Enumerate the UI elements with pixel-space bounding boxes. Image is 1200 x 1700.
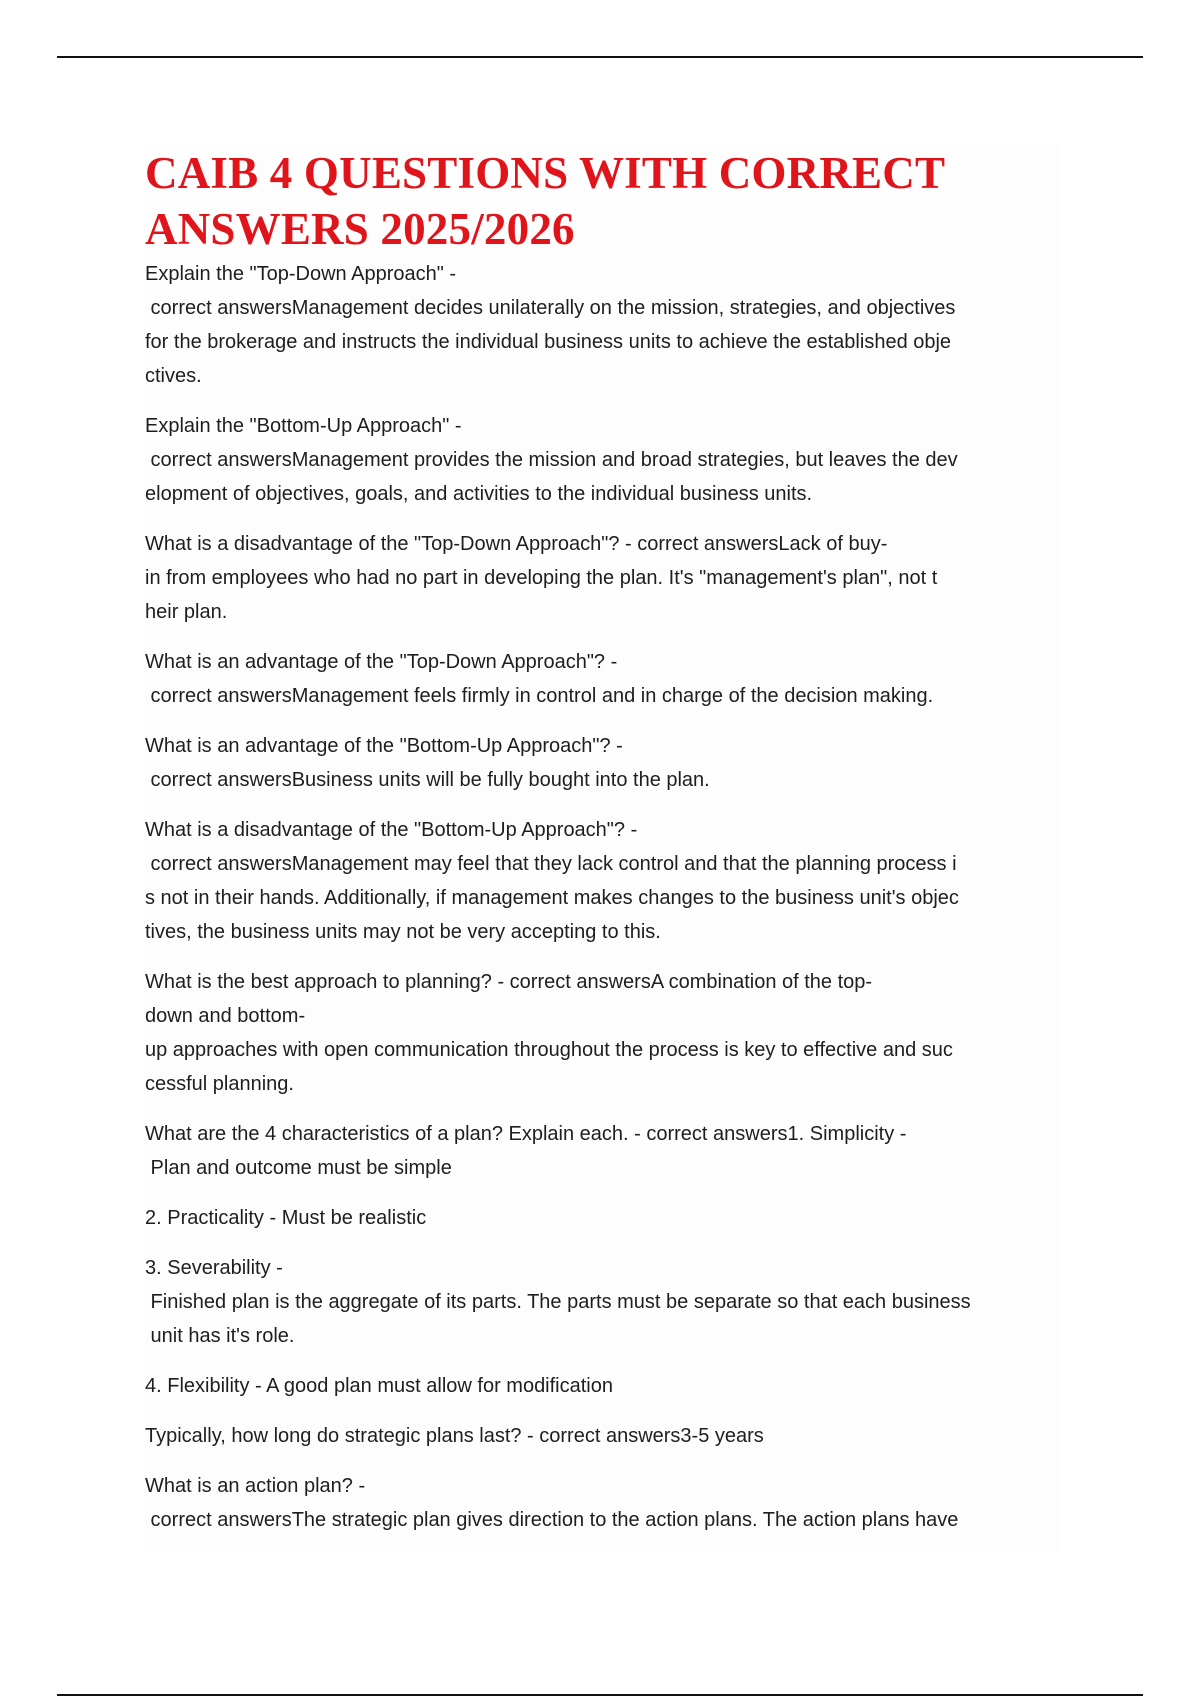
document-title	[145, 145, 1060, 257]
text-line: What is a disadvantage of the "Bottom-Up Approach"? -	[145, 819, 638, 841]
qa-paragraph	[145, 645, 1060, 713]
text-line: correct answersBusiness units will be fully bought into the plan.	[145, 769, 710, 791]
text-line: What are the 4 characteristics of a plan? Explain each. - correct answers1. Simplicity -	[145, 1123, 907, 1145]
text-line: down and bottom-	[145, 1005, 306, 1027]
text-line: correct answersManagement may feel that they lack control and that the planning process i	[145, 853, 957, 875]
text-line: heir plan.	[145, 601, 228, 623]
qa-paragraph	[145, 729, 1060, 797]
qa-paragraph	[145, 1419, 1060, 1453]
text-line: s not in their hands. Additionally, if management makes changes to the business unit's objec	[145, 887, 959, 909]
text-line: elopment of objectives, goals, and activities to the individual business units.	[145, 483, 813, 505]
text-line: correct answersManagement provides the mission and broad strategies, but leaves the dev	[145, 449, 958, 471]
document-page	[145, 145, 1060, 1553]
text-line: unit has it's role.	[145, 1325, 295, 1347]
text-line: for the brokerage and instructs the individual business units to achieve the established obje	[145, 331, 952, 353]
text-line: 4. Flexibility - A good plan must allow for modification	[145, 1375, 613, 1397]
text-line: ctives.	[145, 365, 202, 387]
footer-rule	[57, 1694, 1143, 1696]
qa-paragraph	[145, 1117, 1060, 1185]
text-line: correct answersManagement decides unilaterally on the mission, strategies, and objectives	[145, 297, 956, 319]
text-line: up approaches with open communication throughout the process is key to effective and suc	[145, 1039, 953, 1061]
qa-paragraph	[145, 257, 1060, 393]
title-line: ANSWERS 2025/2026	[145, 204, 575, 254]
text-line: 3. Severability -	[145, 1257, 283, 1279]
text-line: Explain the "Bottom-Up Approach" -	[145, 415, 462, 437]
text-line: cessful planning.	[145, 1073, 294, 1095]
text-line: in from employees who had no part in developing the plan. It's "management's plan", not t	[145, 567, 938, 589]
text-line: What is an advantage of the "Bottom-Up Approach"? -	[145, 735, 623, 757]
text-line: What is an action plan? -	[145, 1475, 366, 1497]
text-line: What is an advantage of the "Top-Down Approach"? -	[145, 651, 618, 673]
text-line: Finished plan is the aggregate of its parts. The parts must be separate so that each business	[145, 1291, 971, 1313]
qa-paragraph	[145, 1251, 1060, 1353]
qa-paragraph	[145, 813, 1060, 949]
text-line: Explain the "Top-Down Approach" -	[145, 263, 457, 285]
header-rule	[57, 56, 1143, 58]
title-line: CAIB 4 QUESTIONS WITH CORRECT	[145, 148, 946, 198]
text-line: What is the best approach to planning? - correct answersA combination of the top-	[145, 971, 873, 993]
text-line: What is a disadvantage of the "Top-Down Approach"? - correct answersLack of buy-	[145, 533, 888, 555]
qa-paragraph	[145, 527, 1060, 629]
text-line: 2. Practicality - Must be realistic	[145, 1207, 427, 1229]
text-line: correct answersThe strategic plan gives direction to the action plans. The action plans have	[145, 1509, 959, 1531]
text-line: correct answersManagement feels firmly in control and in charge of the decision making.	[145, 685, 934, 707]
qa-paragraph	[145, 1369, 1060, 1403]
qa-paragraph	[145, 965, 1060, 1101]
qa-paragraph	[145, 409, 1060, 511]
qa-paragraph	[145, 1201, 1060, 1235]
qa-paragraph	[145, 1469, 1060, 1537]
text-line: tives, the business units may not be very accepting to this.	[145, 921, 661, 943]
text-line: Typically, how long do strategic plans last? - correct answers3-5 years	[145, 1425, 764, 1447]
text-line: Plan and outcome must be simple	[145, 1157, 452, 1179]
